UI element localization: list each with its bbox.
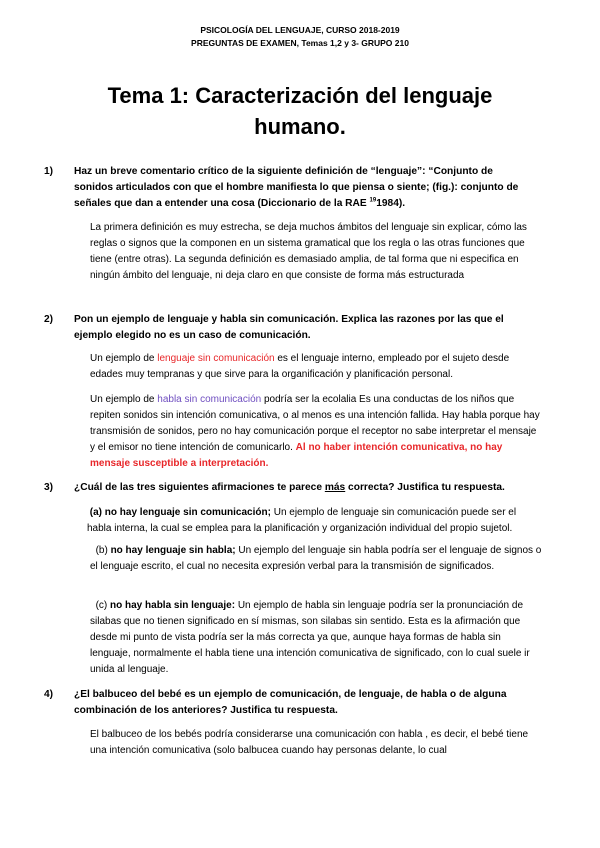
question-3-number: 3)	[44, 482, 54, 493]
answer-3-option-c	[90, 598, 542, 678]
answer-1: La primera definición es muy estrecha, se deja muchos ámbitos del lenguaje sin explicar, cómo las reglas o signos que la componen en un sistema gramatical que los regla o las otras funciones que tiene (entre otras). La segunda definición es demasiado amplia, de tal forma que ni especifica en ningún ámbito del lenguaje, ni deja claro en que consiste de forma más estructurada	[90, 222, 527, 281]
answer-2-p2-text-a: Un ejemplo de	[90, 394, 158, 405]
answer-2-p2-highlight: habla sin comunicación	[157, 394, 262, 405]
answer-3-c-bold: no hay habla sin lenguaje:	[110, 600, 236, 611]
answer-4: El balbuceo de los bebés podría considerarse una comunicación con habla , es decir, el bebé tiene una intención comunicativa (solo balbucea cuando hay personas delante, lo cual	[90, 729, 529, 756]
question-1-text-a: Haz un breve comentario crítico de la siguiente definición de “lenguaje”: “Conjunto de sonidos articulados con que el hombre manifiesta lo que piensa o siente; (fig.): conjunto de señales que dan a entender una cosa (Diccionario de la RAE	[74, 166, 519, 209]
answer-3-option-a	[87, 505, 539, 537]
question-3-underlined: más	[324, 482, 346, 493]
question-1-number: 1)	[44, 166, 54, 177]
header-course: PSICOLOGÍA DEL LENGUAJE, CURSO 2018-2019	[200, 25, 400, 35]
answer-2-paragraph-2	[90, 392, 542, 472]
question-1	[44, 164, 534, 212]
title-line-2: humano.	[254, 114, 346, 139]
question-2-number: 2)	[44, 314, 54, 325]
question-2	[44, 312, 534, 344]
answer-3-b-label: (b)	[95, 545, 111, 556]
document-header	[0, 24, 600, 50]
header-exam-info: PREGUNTAS DE EXAMEN, Temas 1,2 y 3- GRUPO 210	[191, 38, 409, 48]
question-3-text-b: correcta? Justifica tu respuesta.	[345, 482, 505, 493]
question-3-text-a: ¿Cuál de las tres siguientes afirmaciones te parece	[74, 482, 325, 493]
answer-3-a-label: (a) no hay lenguaje sin comunicación;	[89, 507, 271, 518]
answer-2-p2-text-b: podría ser la ecolalia Es una conductas de los niños que repiten sonidos sin intención comunicativa, o al menos es una intención fallida. Hay habla porque hay transmisión de sonidos, pero no hay comunicación porque el receptor no sabe interpretar el mensaje y el emisor no tiene intención de comunicarlo.	[90, 394, 540, 453]
answer-3-b-bold: no hay lenguaje sin habla;	[110, 545, 236, 556]
answer-2-p2-conclusion: Al no haber intención comunicativa, no hay mensaje susceptible a interpretación.	[90, 442, 503, 469]
question-1-superscript: 19	[369, 197, 377, 204]
answer-3-option-b	[90, 543, 542, 575]
question-2-text: Pon un ejemplo de lenguaje y habla sin comunicación. Explica las razones por las que el ejemplo elegido no es un caso de comunicación.	[74, 314, 504, 341]
question-4-text: ¿El balbuceo del bebé es un ejemplo de comunicación, de lenguaje, de habla o de alguna combinación de los anteriores? Justifica tu respuesta.	[74, 689, 507, 716]
answer-3-c-text: Un ejemplo de habla sin lenguaje podría ser la pronunciación de silabas que no tienen significado en sí mismas, son silabas sin sentido. Esta es la afirmación que desde mi punto de vista podría ser la más correcta ya que, aunque haya formas de habla sin lenguaje, normalmente el habla tiene una intención comunicativa de significado, con lo cual suele ir unida al lenguaje.	[90, 600, 530, 675]
answer-2-p1-text-a: Un ejemplo de	[90, 353, 158, 364]
question-4	[44, 687, 534, 719]
question-3	[44, 480, 534, 496]
answer-2-paragraph-1	[90, 351, 542, 383]
answer-3-b-text: Un ejemplo del lenguaje sin habla podría ser el lenguaje de signos o el lenguaje escrito, el cual no necesita expresión verbal para la transmisión de significados.	[90, 545, 542, 572]
answer-2-p1-text-b: es el lenguaje interno, empleado por el sujeto desde edades muy tempranas y que sirve para la organificación y planificación personal.	[90, 353, 510, 380]
question-1-text-b: 1984).	[376, 198, 406, 209]
answer-3-c-label: (c)	[95, 600, 111, 611]
answer-2-p1-highlight: lenguaje sin comunicación	[157, 353, 275, 364]
question-4-number: 4)	[44, 689, 54, 700]
page-title	[0, 80, 600, 142]
title-line-1: Tema 1: Caracterización del lenguaje	[107, 83, 493, 108]
answer-3-a-text: Un ejemplo de lenguaje sin comunicación puede ser el habla interna, la cual se emplea para la planificación y organización individual del propio sujetol.	[87, 507, 517, 534]
